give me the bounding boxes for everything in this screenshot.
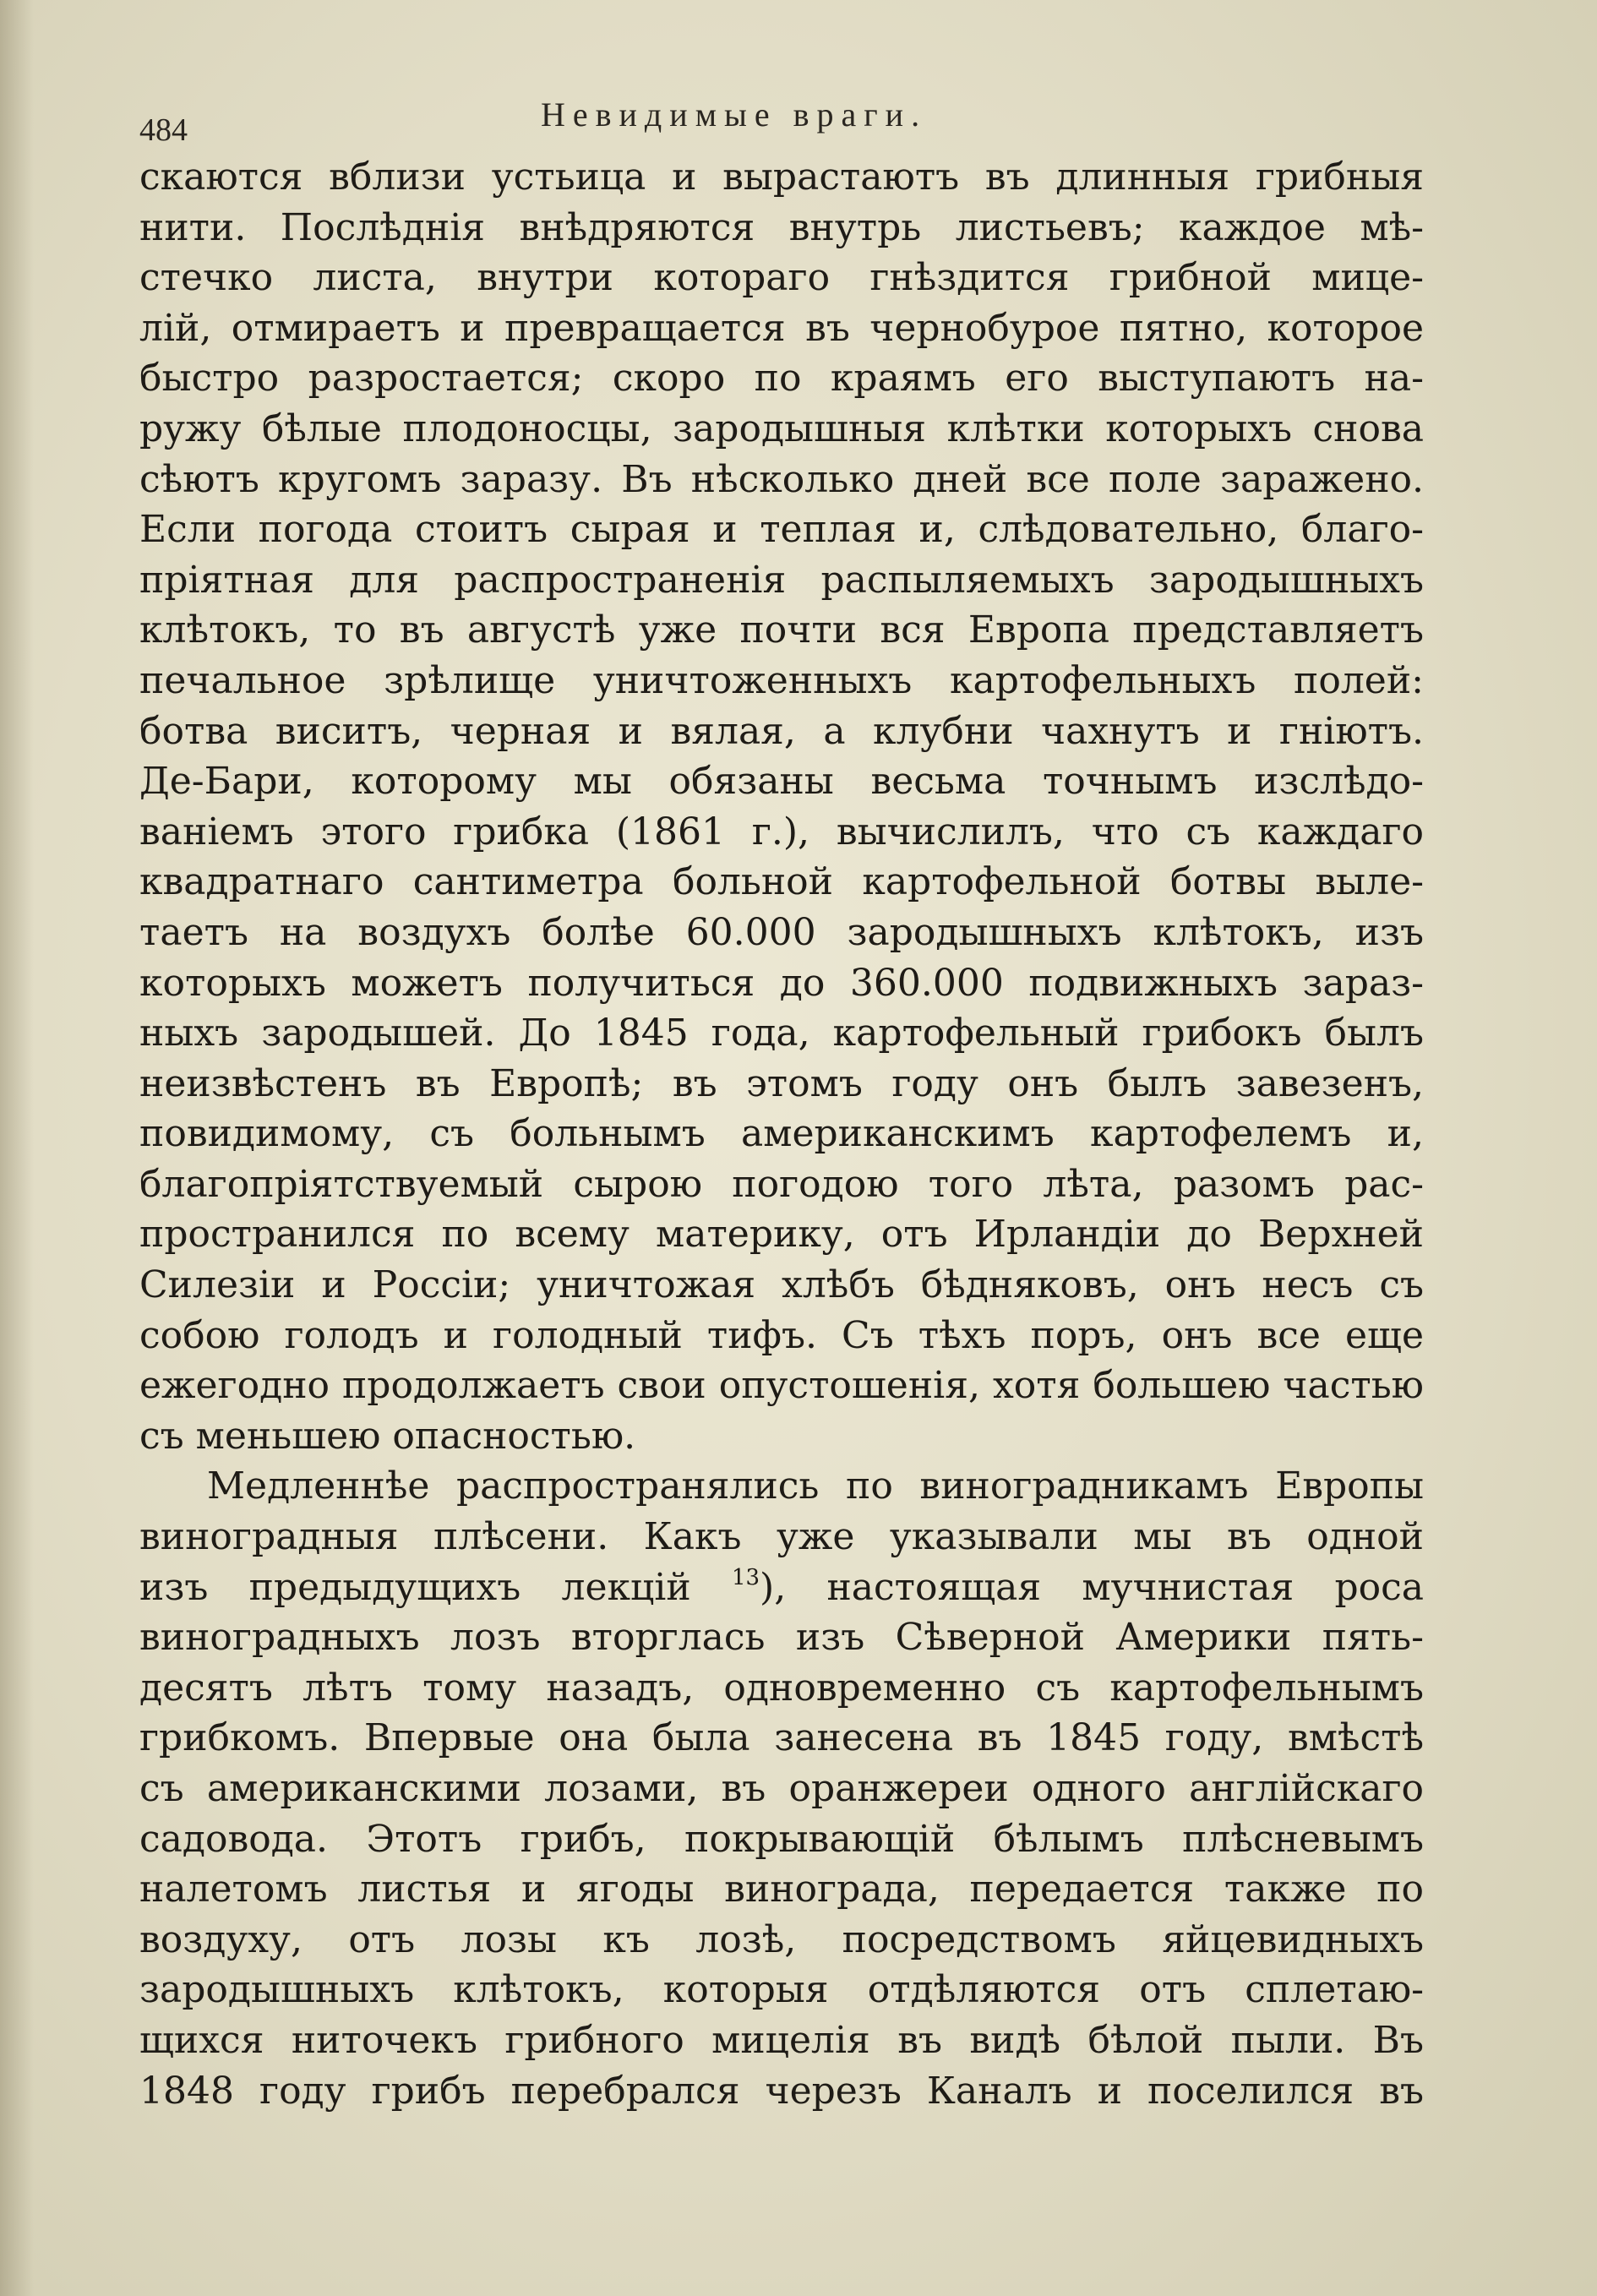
text-line: повидимому, съ больнымъ американскимъ картофелемъ и, [139,1112,1424,1156]
text-line: которыхъ можетъ получиться до 360.000 подвижныхъ зараз- [139,961,1424,1005]
text-line: ботва виситъ, черная и вялая, а клубни чахнутъ и гніютъ. [139,709,1424,753]
text-line: десятъ лѣтъ тому назадъ, одновременно съ картофельнымъ [139,1666,1424,1710]
text-line: ваніемъ этого грибка (1861 г.), вычислилъ, что съ каждаго [139,810,1424,854]
text-line: пространился по всему материку, отъ Ирландіи до Верхней [139,1213,1424,1257]
text-line: пріятная для распространенія распыляемыхъ зародышныхъ [139,558,1424,602]
text-line: грибкомъ. Впервые она была занесена въ 1845 году, вмѣстѣ [139,1716,1424,1760]
text-line: благопріятствуемый сырою погодою того лѣта, разомъ рас- [139,1162,1424,1206]
text-line: нити. Послѣднія внѣдряются внутрь листьевъ; каждое мѣ- [139,205,1424,249]
paragraph-2 [139,1461,1424,2116]
text-line: печальное зрѣлище уничтоженныхъ картофельныхъ полей: [139,658,1424,702]
text-line: зародышныхъ клѣтокъ, которыя отдѣляются отъ сплетаю- [139,1968,1424,2012]
text-line: ныхъ зародышей. До 1845 года, картофельный грибокъ былъ [139,1012,1424,1055]
text-line: таетъ на воздухъ болѣе 60.000 зародышныхъ клѣтокъ, изъ [139,910,1424,954]
text-line: садовода. Этотъ грибъ, покрывающій бѣлымъ плѣсневымъ [139,1817,1424,1861]
text-line: стечко листа, внутри котораго гнѣздится грибной мице- [139,256,1424,300]
text-line: квадратнаго сантиметра больной картофельной ботвы выле- [139,860,1424,904]
text-line: Медленнѣе распространялись по виноградникамъ Европы [207,1464,1424,1508]
running-title: Невидимые враги. [541,95,928,134]
footnote-ref: 13 [731,1564,760,1590]
paragraph-1 [139,152,1424,1461]
text-line: съ американскими лозами, въ оранжереи одного англійскаго [139,1767,1424,1810]
text-line [139,1562,1424,1613]
text-line: съ меньшею опасностью. [139,1414,636,1458]
text-line: скаются вблизи устьица и вырастаютъ въ длинныя грибныя [139,155,1424,199]
text-line: виноградныя плѣсени. Какъ уже указывали мы въ одной [139,1515,1424,1559]
text-line: Силезіи и Россіи; уничтожая хлѣбъ бѣдняковъ, онъ несъ съ [139,1263,1424,1307]
text-line: быстро разростается; скоро по краямъ его выступаютъ на- [139,357,1424,401]
text-line: клѣтокъ, то въ августѣ уже почти вся Европа представляетъ [139,608,1424,652]
body-text [139,152,1424,2116]
text-line: собою голодъ и голодный тифъ. Съ тѣхъ поръ, онъ все еще [139,1313,1424,1357]
page-number: 484 [139,112,188,148]
text-line: ружу бѣлые плодоносцы, зародышныя клѣтки которыхъ снова [139,406,1424,450]
binding-shadow [0,0,34,2296]
line-segment: изъ предыдущихъ лекцій [139,1565,732,1609]
text-line: воздуху, отъ лозы къ лозѣ, посредствомъ яйцевидныхъ [139,1917,1424,1961]
text-line: Де-Бари, которому мы обязаны весьма точнымъ изслѣдо- [139,760,1424,804]
text-line: Если погода стоитъ сырая и теплая и, слѣдовательно, благо- [139,508,1424,552]
line-segment: ), настоящая мучнистая роса [760,1565,1424,1609]
text-line: щихся ниточекъ грибного мицелія въ видѣ бѣлой пыли. Въ [139,2018,1424,2062]
text-line: сѣютъ кругомъ заразу. Въ нѣсколько дней все поле заражено. [139,457,1424,501]
text-line: неизвѣстенъ въ Европѣ; въ этомъ году онъ былъ завезенъ, [139,1061,1424,1105]
text-line: 1848 году грибъ перебрался черезъ Каналъ и поселился въ [139,2069,1424,2113]
text-line: налетомъ листья и ягоды винограда, передается также по [139,1868,1424,1912]
text-line: лій, отмираетъ и превращается въ чернобурое пятно, которое [139,306,1424,350]
text-line: виноградныхъ лозъ вторглась изъ Сѣверной Америки пять- [139,1616,1424,1660]
text-line: ежегодно продолжаетъ свои опустошенія, хотя большею частью [139,1364,1424,1408]
